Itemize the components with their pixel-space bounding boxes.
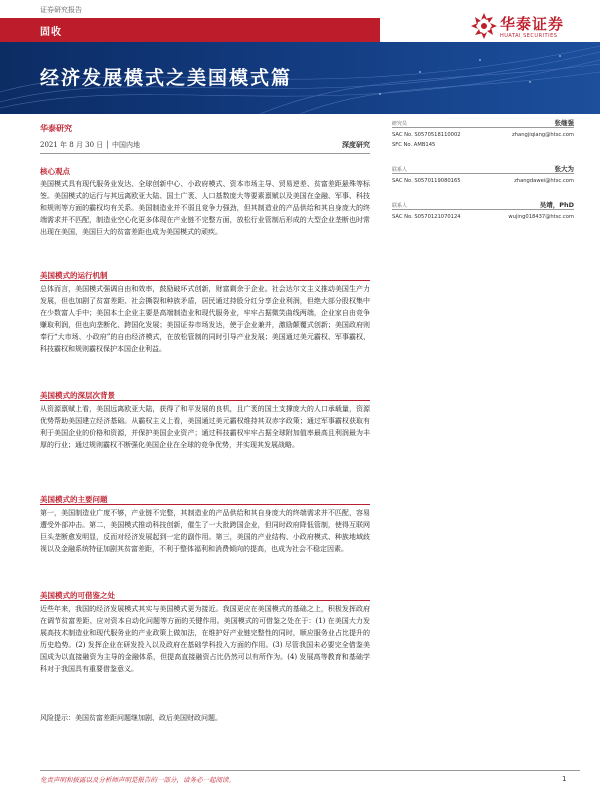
divider — [392, 209, 574, 210]
report-meta — [40, 140, 370, 154]
sac-number: SAC No. S0570121070124 — [392, 214, 461, 220]
logo-chinese-name: 华泰证券 — [500, 15, 565, 33]
analyst-contact-row — [392, 142, 574, 148]
section-rule — [40, 504, 370, 505]
analyst-name: 张继强 — [554, 119, 574, 127]
analyst-name: 张大为 — [554, 165, 574, 173]
report-title: 经济发展模式之美国模式篇 — [40, 67, 293, 89]
analyst-contact-row — [392, 214, 574, 220]
sac-number: SAC No. S0570119080165 — [392, 178, 461, 184]
email-link[interactable]: zhangdawei@htsc.com — [514, 178, 574, 184]
section-rule — [40, 400, 370, 401]
section-body-background: 从资源禀赋上看，美国远离欧亚大陆，获得了和平发展的良机，且广袤的国土支撑庞大的人口承载量，资源优势帮助美国建立经济基础。从霸权主义上看，美国通过美元霸权维持其双赤字政策；通过军事霸权获取有利于美国企业的价格和资源，并保护美国企业资产；通过科技霸权牢牢占据全球附加值率最高且利润最为丰厚的行业；通过规则霸权不断强化美国企业在全球的竞争优势，并实现其发展战略。 — [40, 405, 370, 449]
analyst-contact-row — [392, 178, 574, 184]
analyst-block — [392, 118, 574, 164]
sfc-number: SFC No. AMB145 — [392, 142, 436, 148]
section-title-lessons: 美国模式的可借鉴之处 — [40, 591, 115, 600]
sac-number: SAC No. S0570518110002 — [392, 132, 461, 138]
analyst-block — [392, 164, 574, 200]
risk-warning: 风险提示：美国贫富差距问题继加剧、政后美国财政问题。 — [40, 714, 222, 722]
logo-english-name: HUATAI SECURITIES — [500, 33, 558, 39]
category-bar — [0, 18, 380, 42]
section-body-lessons: 近些年来，我国的经济发展模式其实与美国模式更为接近。我国更应在美国模式的基础之上，积极发挥政府在调节贫富差距、应对资本自动化问题等方面的关键作用。美国模式的可借鉴之处在于：(1) 在美国大力发展高技术制造业和现代服务业的产业政策上做加法，在维护好产业链完整性的同时，顺应服务业占比提升的历史趋势。(2) 发挥企业在研发投入以及政府在基础学科投入方面的作用。(3) 尽管我国未必要完全借鉴美国成为以直接融资为主导的金融体系，但提高直接融资占比仍然可以有所作为。(4) 发展高等教育和基础学科对于我国具有重要借鉴意义。 — [40, 605, 370, 673]
company-logo — [470, 10, 580, 44]
section-rule — [40, 600, 370, 601]
section-title-core-view: 核心观点 — [40, 167, 70, 176]
analyst-role: 研究员 — [392, 121, 408, 127]
divider — [392, 173, 574, 174]
page-number: 1 — [562, 775, 567, 783]
section-title-mechanism: 美国模式的运行机制 — [40, 271, 108, 280]
report-type: 深度研究 — [342, 140, 370, 149]
section-title-background: 美国模式的深层次背景 — [40, 391, 115, 400]
disclaimer-note: 免责声明和披露以及分析师声明是报告的一部分，请务必一起阅读。 — [40, 776, 235, 784]
section-title-problems: 美国模式的主要问题 — [40, 495, 108, 504]
section-body-mechanism: 总体而言，美国模式强调自由和效率，鼓励破坏式创新，财富剩余于企业。社会达尔文主义推动美国生产力发展，但也加剧了贫富差距、社会撕裂和种族矛盾，居民通过持股分红分享企业利润，但绝大部分股权集中在少数富人手中；美国本土企业主要是高端制造业和现代服务业，牢牢占据微笑曲线两端，企业家自由竞争赚取利润，但也向垄断化、跨国化发展；美国证券市场发达，使于企业兼并，激励颠覆式创新；美国政府则奉行“大市场、小政府”的自由经济模式，在放松管制的同时引导产业发展；美国通过美元霸权、军事霸权、科技霸权和规则霸权保护本国企业利益。 — [40, 285, 370, 353]
analyst-contact-row — [392, 132, 574, 138]
email-link[interactable]: zhangjiqiang@htsc.com — [512, 132, 574, 138]
analyst-role: 联系人 — [392, 167, 408, 173]
report-date: 2021 年 8 月 30 日 │ 中国内地 — [40, 141, 140, 149]
section-body-problems: 第一，美国制造业广度不够，产业链不完整，其制造业的产品供给和其自身庞大的终端需求并不匹配，容易遭受外部冲击。第二，美国模式推动科技创新，催生了一大批跨国企业，但同时政府降低管制，使得互联网巨头垄断愈发明显，反而对经济发展起到一定的副作用。第三，美国的产业结构、小政府模式、种族地域歧视以及金融系统特征加剧其贫富差距，不利于整体福利和消费倾向的提高，也成为社会不稳定因素。 — [40, 509, 370, 553]
section-rule — [40, 280, 370, 281]
divider — [392, 127, 574, 128]
doc-type-label: 证券研究报告 — [40, 6, 82, 14]
category-label: 固收 — [40, 27, 62, 38]
analyst-name: 吴靖，PhD — [539, 201, 574, 209]
analyst-block — [392, 200, 574, 236]
footer-rule — [40, 770, 580, 771]
byline: 华泰研究 — [40, 123, 72, 133]
section-body-core-view: 美国模式具有现代服务业发达、全球创新中心、小政府模式、资本市场主导、贸易逆差、贫富差距悬殊等标签。美国模式的运行与其远离欧亚大陆、国土广袤、人口基数庞大等要素禀赋以及美国在金融、军事、科技和规则等方面的霸权均有关系。美国制造业并不弱且竞争力强劲，但其制造业的产品供给和其自身庞大的终端需求并不匹配，制造业空心化更多体现在产业链不完整方面，放松行业管制后形成的大型企业垄断也时常出现在美国，美国巨大的贫富差距也成为美国模式的顽疾。 — [40, 180, 370, 236]
email-link[interactable]: wujing018437@htsc.com — [508, 214, 574, 220]
analyst-role: 联系人 — [392, 203, 408, 209]
huatai-logo-icon — [470, 12, 498, 40]
analyst-sidebar — [392, 118, 574, 236]
title-banner — [0, 42, 600, 114]
